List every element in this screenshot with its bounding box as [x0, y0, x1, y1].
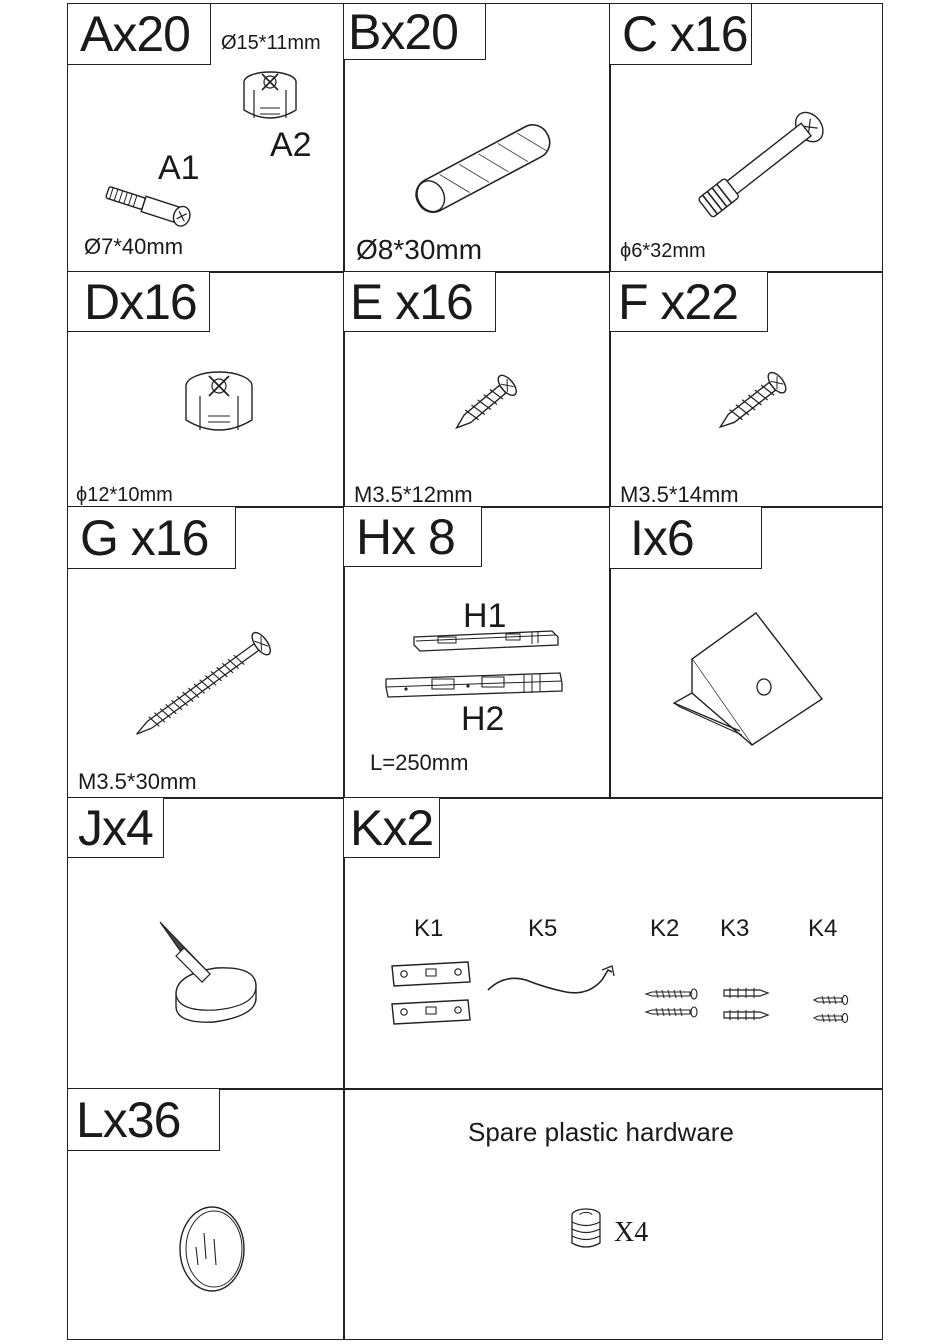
- screw-icon: [444, 372, 526, 436]
- felt-pad-icon: [176, 1203, 248, 1295]
- wooden-dowel-icon: [402, 114, 562, 224]
- part-f-size: M3.5*14mm: [620, 482, 739, 507]
- part-k2-label: K2: [650, 915, 680, 942]
- part-e-cell: [343, 271, 611, 508]
- part-d-cell: [67, 271, 345, 508]
- part-b-size: Ø8*30mm: [356, 234, 483, 265]
- part-b-cell: [343, 3, 611, 273]
- part-a2-label: A2: [270, 126, 312, 164]
- part-h-cell: [343, 506, 611, 799]
- part-b-tag: Bx20: [344, 4, 486, 60]
- part-f-tag: F x22: [610, 272, 768, 332]
- spare-cell: [343, 1088, 883, 1340]
- part-d-tag: Dx16: [68, 272, 210, 332]
- part-k1-label: K1: [414, 915, 444, 942]
- part-g-tag: G x16: [68, 507, 236, 569]
- part-c-tag: C x16: [610, 4, 752, 65]
- part-a-head-size: Ø15*11mm: [221, 32, 321, 54]
- part-j-tag: Jx4: [68, 798, 164, 858]
- cam-lock-icon: [182, 368, 256, 442]
- part-a-size: Ø7*40mm: [84, 234, 184, 259]
- threaded-insert-icon: [568, 1207, 604, 1251]
- part-h2-label: H2: [461, 700, 505, 738]
- part-a-cell: [67, 3, 345, 273]
- cam-lock-icon: [240, 68, 300, 130]
- part-l-cell: [67, 1088, 345, 1340]
- part-e-size: M3.5*12mm: [354, 482, 473, 507]
- connector-bolt-icon: [682, 104, 842, 224]
- part-k5-label: K5: [528, 915, 558, 942]
- part-i-tag: Ix6: [610, 507, 762, 569]
- part-d-size: ϕ12*10mm: [76, 484, 173, 506]
- part-g-cell: [67, 506, 345, 799]
- screw-icon: [812, 992, 850, 1026]
- part-e-tag: E x16: [344, 272, 496, 332]
- spare-title: Spare plastic hardware: [468, 1117, 734, 1147]
- drawer-slide-icon: [412, 625, 560, 655]
- screw-icon: [708, 370, 794, 436]
- part-l-tag: Lx36: [68, 1089, 220, 1151]
- part-k3-label: K3: [720, 915, 750, 942]
- part-j-cell: [67, 797, 345, 1090]
- part-k-cell: [343, 797, 883, 1090]
- part-f-cell: [609, 271, 883, 508]
- part-a1-label: A1: [158, 149, 200, 187]
- part-g-size: M3.5*30mm: [78, 769, 197, 794]
- cam-bolt-icon: [103, 182, 198, 232]
- furniture-glide-icon: [154, 916, 266, 1028]
- screw-icon: [132, 633, 282, 733]
- part-k-tag: Kx2: [344, 798, 440, 858]
- screw-icon: [644, 986, 700, 1020]
- part-k4-label: K4: [808, 915, 838, 942]
- part-c-size: ϕ6*32mm: [620, 240, 706, 262]
- spare-quantity: X4: [614, 1217, 649, 1248]
- shelf-support-icon: [388, 960, 474, 1032]
- part-h1-label: H1: [463, 597, 507, 635]
- wire-icon: [484, 962, 618, 1002]
- corner-bracket-icon: [672, 607, 832, 747]
- part-a-tag: Ax20: [68, 4, 211, 65]
- wall-plug-icon: [720, 984, 772, 1024]
- part-c-cell: [609, 3, 883, 273]
- part-h-size: L=250mm: [370, 750, 469, 775]
- drawer-slide-icon: [384, 669, 564, 701]
- part-i-cell: [609, 506, 883, 799]
- part-h-tag: Hx 8: [344, 507, 482, 567]
